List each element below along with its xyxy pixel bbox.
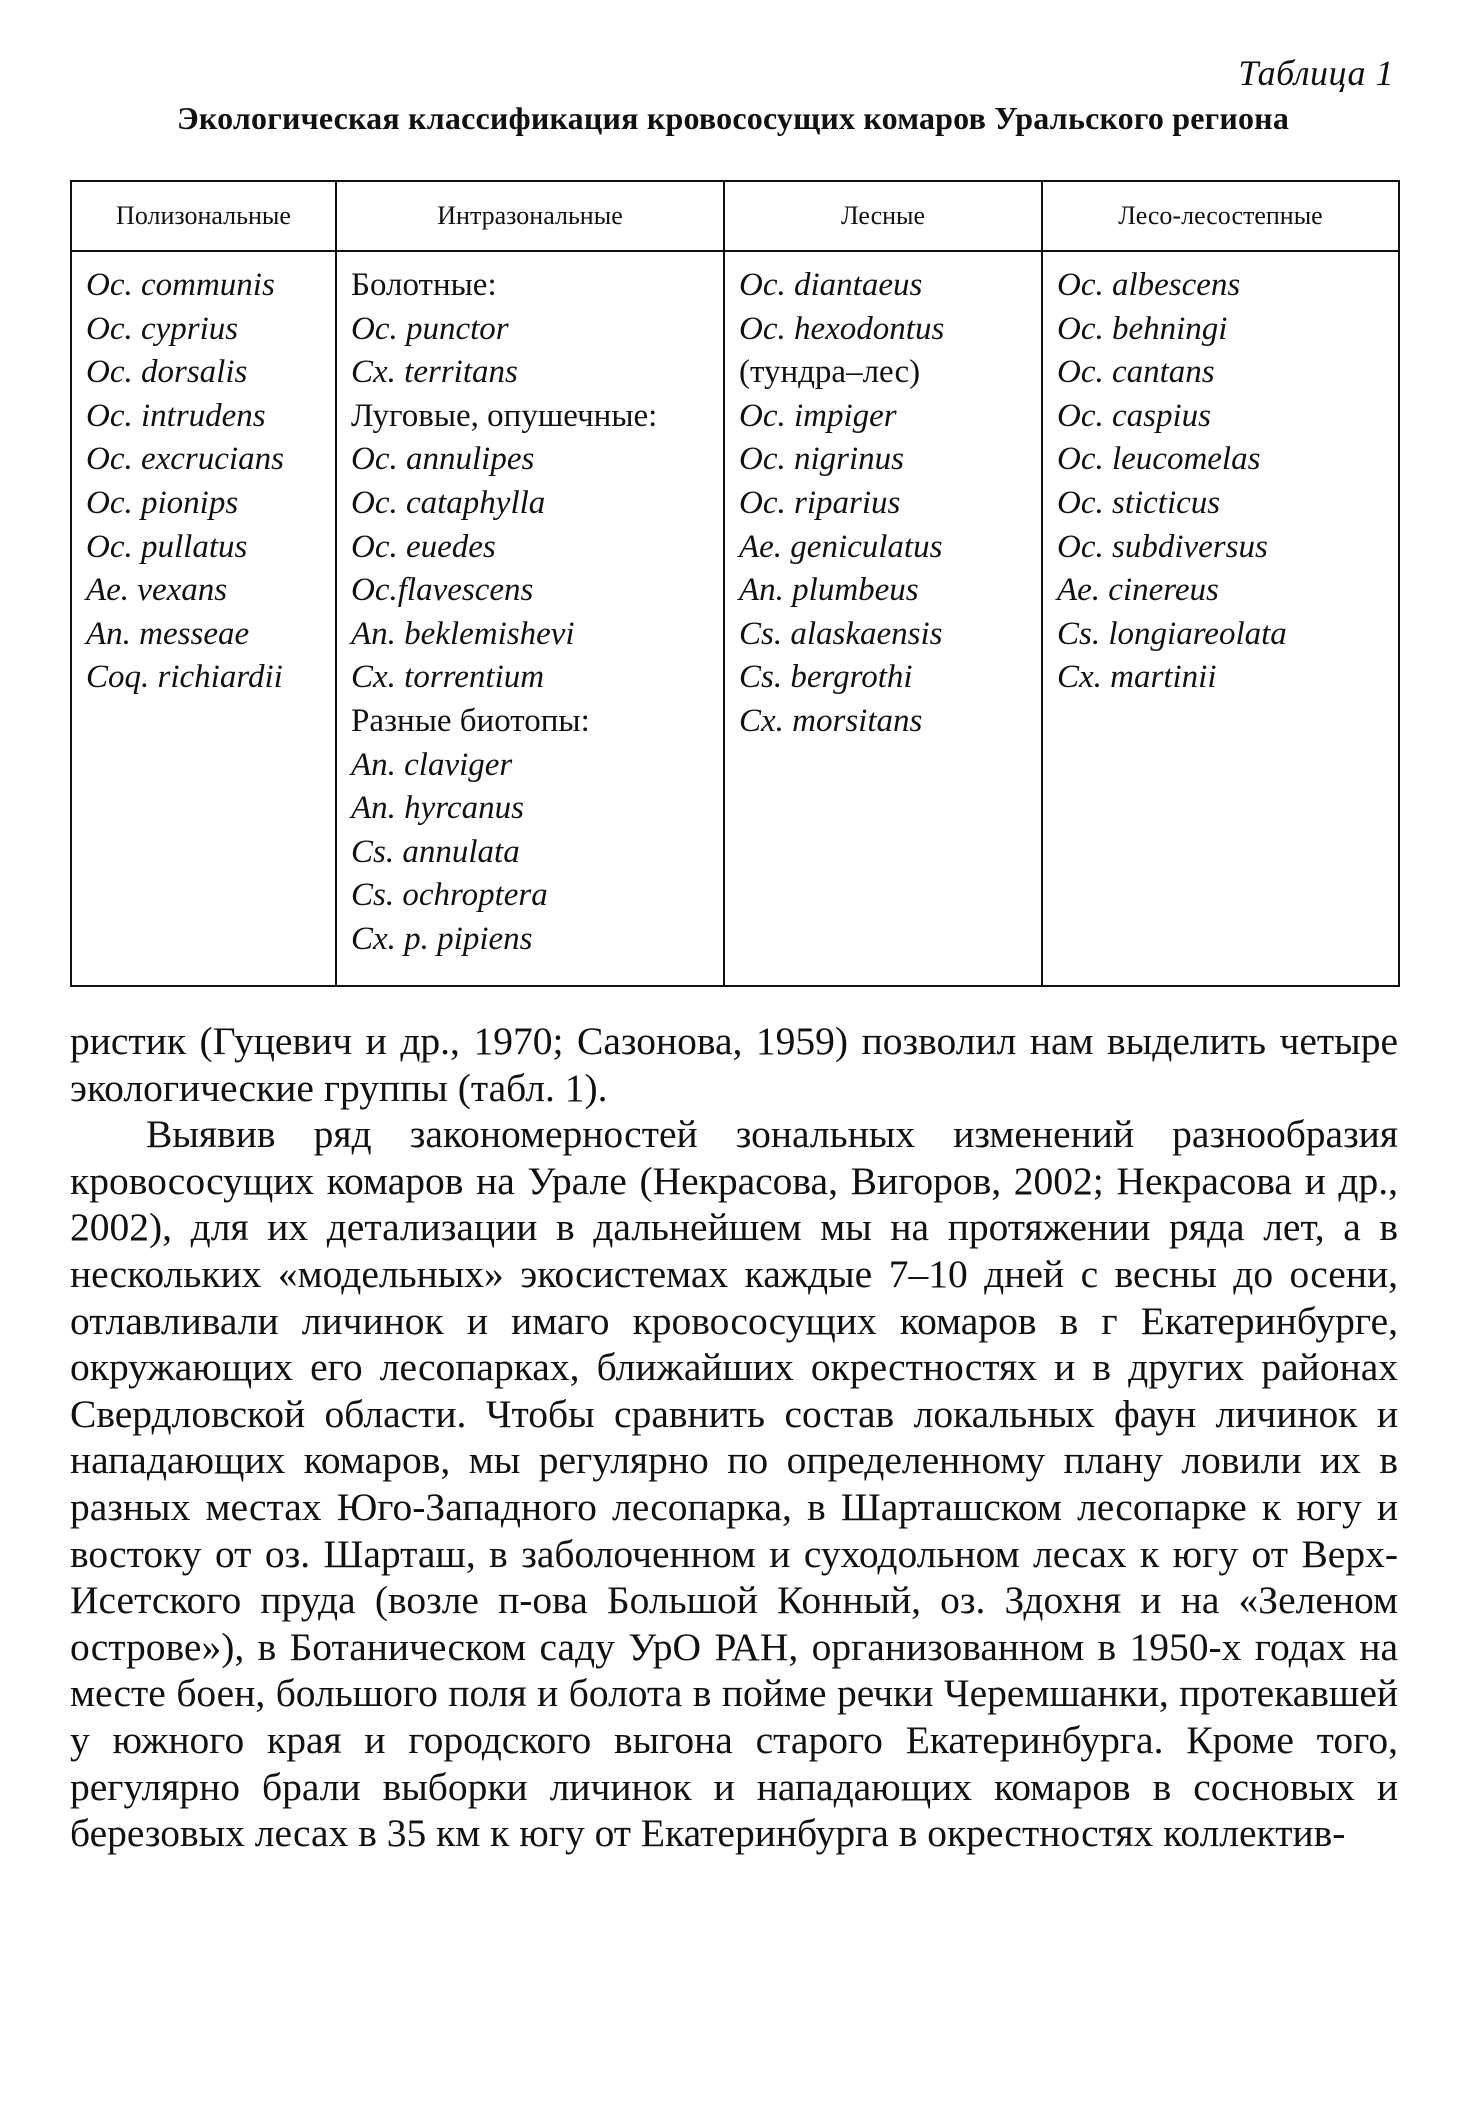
species-name: Ae. cinereus	[1057, 572, 1219, 609]
cell-polyzonal	[71, 251, 336, 986]
species-name: Oc. cyprius	[86, 310, 239, 347]
header-forest-steppe: Лесо-лесостепные	[1042, 181, 1399, 251]
species-name: Ae. geniculatus	[739, 528, 943, 565]
species-name: Oc. dorsalis	[86, 354, 248, 391]
ecological-classification-table	[70, 180, 1400, 987]
species-name: An. plumbeus	[739, 572, 919, 609]
species-name: Oc. pullatus	[86, 528, 248, 565]
species-name: Cs. bergrothi	[739, 659, 913, 696]
table-title: Экологическая классификация кровососущих комаров Уральского региона	[176, 100, 1290, 136]
species-name: Cx. torrentium	[351, 659, 545, 696]
species-name: Oc. cataphylla	[351, 484, 546, 521]
cell-forest	[724, 251, 1042, 986]
paragraph: Выявив ряд закономерностей зональных изменений разнообразия кровососущих комаров на Урале (Некрасова, Вигоров, 2002; Некрасова и др., 2002), для их детализации в дальнейшем мы на протяжении ряда лет, а в нескольких «модельных» экосистемах каждые 7–10 дней с весны до осени, отлавливали личинок и имаго кровососущих комаров в г Екатеринбурге, окружающих его лесопарках, ближайших окрестностях и в других районах Свердловской области. Чтобы сравнить состав локальных фаун личинок и нападающих комаров, мы регулярно по определенному плану ловили их в разных местах Юго-Западного лесопарка, в Шарташском лесопарке к югу и востоку от оз. Шарташ, в заболоченном и суходольном лесах к югу от Верх-Исетского пруда (возле п-ова Большой Конный, оз. Здохня и на «Зеленом острове»), в Ботаническом саду УрО РАН, организованном в 1950-х годах на месте боен, большого поля и болота в пойме речки Черемшанки, протекавшей у южного края и городского выгона старого Екатеринбурга. Кроме того, регулярно брали выборки личинок и нападающих комаров в сосновых и березовых лесах в 35 км к югу от Екатеринбурга в окрестностях коллектив-	[70, 1112, 1398, 1856]
header-forest: Лесные	[724, 181, 1042, 251]
species-name: Oc. cantans	[1057, 354, 1215, 391]
species-name: Oc. nigrinus	[739, 441, 904, 478]
species-name: Oc. hexodontus	[739, 310, 945, 347]
species-name: Cs. alaskaensis	[739, 615, 943, 652]
species-name: Cs. ochroptera	[351, 877, 548, 914]
species-name: Oc. euedes	[351, 528, 496, 565]
species-name: Cx. p. pipiens	[351, 920, 533, 957]
species-name: Oc. behningi	[1057, 310, 1228, 347]
species-name: Oc. intrudens	[86, 397, 266, 434]
body-text	[70, 1018, 1398, 1857]
header-polyzonal: Полизональные	[71, 181, 336, 251]
species-name: Cs. longiareolata	[1057, 615, 1287, 652]
species-name: Oc. caspius	[1057, 397, 1211, 434]
species-name: Oc. albescens	[1057, 267, 1241, 303]
table-body-row	[71, 251, 1399, 986]
species-name: Coq. richiardii	[86, 659, 283, 696]
species-name: Ae. vexans	[86, 572, 228, 609]
species-name: Oc. leucomelas	[1057, 441, 1261, 478]
group-heading-various: Разные биотопы:	[351, 702, 590, 739]
species-name: Oc.flavescens	[351, 572, 534, 609]
habitat-note: (тундра–лес)	[739, 354, 921, 391]
species-name: Oc. excrucians	[86, 441, 284, 478]
header-intrazonal: Интразональные	[336, 181, 724, 251]
species-name: Oc. punctor	[351, 310, 509, 347]
species-name: Oc. impiger	[739, 397, 897, 434]
group-heading-meadow: Луговые, опушечные:	[351, 397, 658, 434]
group-heading-swamp: Болотные:	[351, 267, 497, 303]
species-name: An. hyrcanus	[351, 790, 524, 827]
cell-forest-steppe	[1042, 251, 1399, 986]
species-name: An. messeae	[86, 615, 250, 652]
table-number-label: Таблица 1	[1238, 53, 1394, 93]
species-name: Oc. subdiversus	[1057, 528, 1268, 565]
species-name: An. beklemishevi	[351, 615, 575, 652]
species-name: An. claviger	[351, 746, 513, 783]
species-name: Oc. riparius	[739, 484, 901, 521]
paragraph-continued: ристик (Гуцевич и др., 1970; Сазонова, 1959) позволил нам выделить четыре экологические группы (табл. 1).	[70, 1019, 1398, 1110]
species-name: Cx. martinii	[1057, 659, 1217, 696]
species-name: Oc. sticticus	[1057, 484, 1221, 521]
species-name: Cx. territans	[351, 354, 518, 391]
species-name: Oc. annulipes	[351, 441, 535, 478]
table-header-row	[71, 181, 1399, 251]
species-name: Cs. annulata	[351, 833, 520, 870]
species-name: Oc. communis	[86, 267, 275, 303]
species-name: Oc. pionips	[86, 484, 239, 521]
species-name: Cx. morsitans	[739, 702, 923, 739]
species-name: Oc. diantaeus	[739, 267, 923, 303]
cell-intrazonal	[336, 251, 724, 986]
